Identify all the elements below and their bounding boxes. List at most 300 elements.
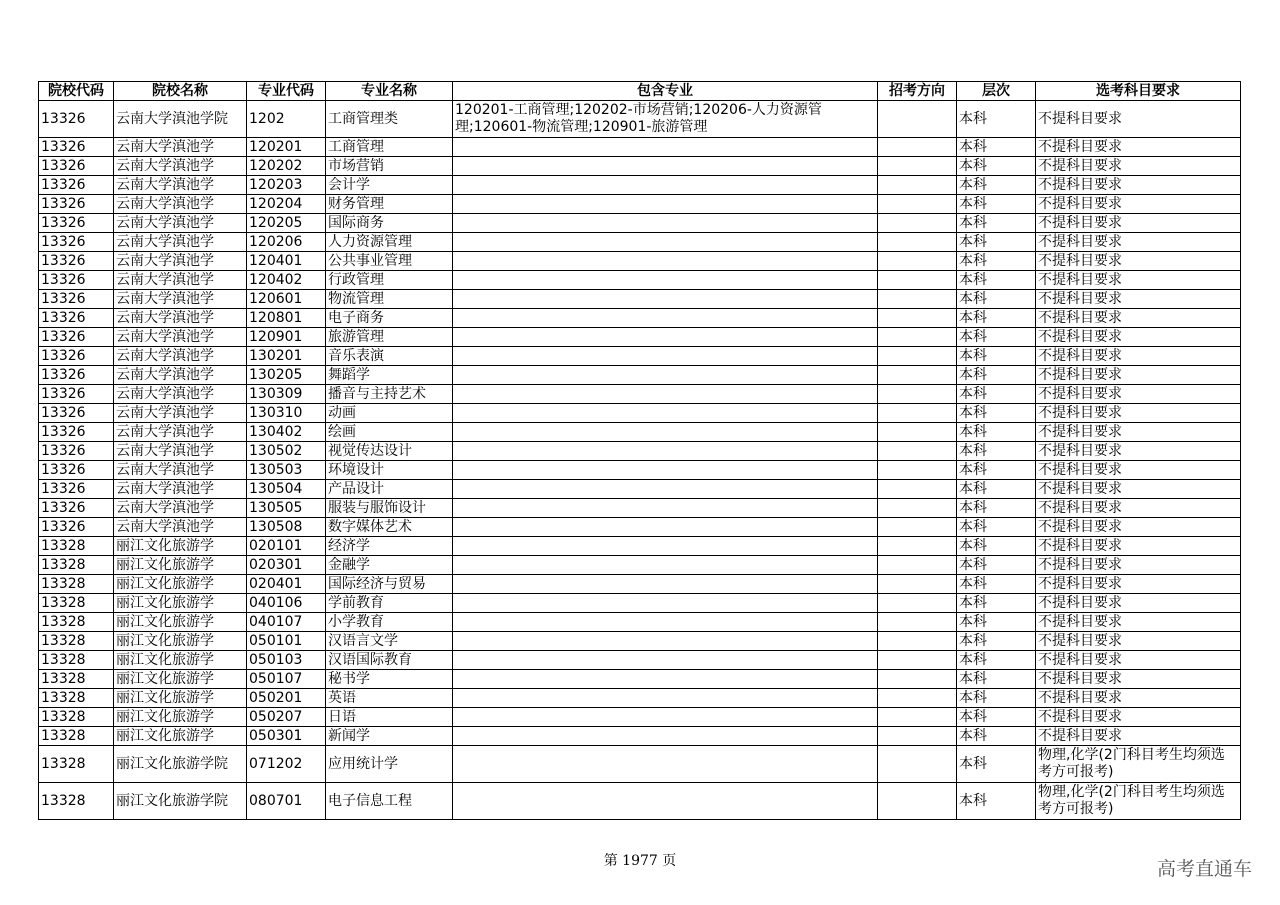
major-name-cell: 动画 — [326, 404, 453, 423]
included-majors-cell — [453, 689, 878, 708]
header-school-name: 院校名称 — [114, 82, 247, 101]
major-name-cell: 应用统计学 — [326, 746, 453, 783]
direction-cell — [878, 480, 957, 499]
school-name-cell: 云南大学滇池学 — [114, 480, 247, 499]
school-name-cell: 丽江文化旅游学 — [114, 613, 247, 632]
school-code-cell: 13326 — [39, 214, 114, 233]
table-row — [39, 385, 1241, 404]
direction-cell — [878, 689, 957, 708]
school-name-cell: 云南大学滇池学 — [114, 157, 247, 176]
major-code-cell: 130505 — [247, 499, 326, 518]
major-code-cell: 050103 — [247, 651, 326, 670]
school-code-cell: 13328 — [39, 783, 114, 820]
level-cell: 本科 — [957, 651, 1036, 670]
subject-requirement-cell: 不提科目要求 — [1036, 423, 1241, 442]
school-code-cell: 13326 — [39, 347, 114, 366]
major-code-cell: 120801 — [247, 309, 326, 328]
major-name-cell: 环境设计 — [326, 461, 453, 480]
included-majors-cell — [453, 309, 878, 328]
level-cell: 本科 — [957, 138, 1036, 157]
level-cell: 本科 — [957, 746, 1036, 783]
level-cell: 本科 — [957, 328, 1036, 347]
major-code-cell: 130201 — [247, 347, 326, 366]
major-code-cell: 120601 — [247, 290, 326, 309]
major-name-cell: 秘书学 — [326, 670, 453, 689]
school-code-cell: 13328 — [39, 613, 114, 632]
school-name-cell: 云南大学滇池学 — [114, 195, 247, 214]
included-majors-cell — [453, 613, 878, 632]
subject-requirement-cell: 不提科目要求 — [1036, 556, 1241, 575]
direction-cell — [878, 138, 957, 157]
major-code-cell: 120201 — [247, 138, 326, 157]
subject-requirement-cell: 不提科目要求 — [1036, 252, 1241, 271]
major-name-cell: 行政管理 — [326, 271, 453, 290]
major-name-cell: 金融学 — [326, 556, 453, 575]
level-cell: 本科 — [957, 594, 1036, 613]
subject-requirement-cell: 不提科目要求 — [1036, 518, 1241, 537]
school-name-cell: 云南大学滇池学 — [114, 138, 247, 157]
header-major-code: 专业代码 — [247, 82, 326, 101]
major-name-cell: 工商管理 — [326, 138, 453, 157]
major-name-cell: 电子商务 — [326, 309, 453, 328]
school-code-cell: 13326 — [39, 423, 114, 442]
table-row — [39, 309, 1241, 328]
major-name-cell: 会计学 — [326, 176, 453, 195]
level-cell: 本科 — [957, 271, 1036, 290]
direction-cell — [878, 575, 957, 594]
included-majors-cell — [453, 366, 878, 385]
major-code-cell: 130503 — [247, 461, 326, 480]
school-name-cell: 丽江文化旅游学 — [114, 594, 247, 613]
direction-cell — [878, 233, 957, 252]
school-name-cell: 云南大学滇池学 — [114, 328, 247, 347]
school-code-cell: 13326 — [39, 290, 114, 309]
table-row — [39, 556, 1241, 575]
direction-cell — [878, 499, 957, 518]
table-row — [39, 404, 1241, 423]
level-cell: 本科 — [957, 518, 1036, 537]
major-name-cell: 财务管理 — [326, 195, 453, 214]
school-name-cell: 云南大学滇池学 — [114, 214, 247, 233]
school-name-cell: 丽江文化旅游学院 — [114, 746, 247, 783]
school-code-cell: 13326 — [39, 138, 114, 157]
included-majors-cell — [453, 328, 878, 347]
subject-requirement-cell: 不提科目要求 — [1036, 651, 1241, 670]
table-row — [39, 442, 1241, 461]
subject-requirement-cell: 不提科目要求 — [1036, 101, 1241, 138]
major-code-cell: 130205 — [247, 366, 326, 385]
school-code-cell: 13328 — [39, 689, 114, 708]
major-code-cell: 020401 — [247, 575, 326, 594]
admission-table — [38, 81, 1241, 820]
level-cell: 本科 — [957, 195, 1036, 214]
table-row — [39, 157, 1241, 176]
major-code-cell: 130309 — [247, 385, 326, 404]
included-majors-cell — [453, 347, 878, 366]
subject-requirement-cell: 不提科目要求 — [1036, 461, 1241, 480]
subject-requirement-cell: 物理,化学(2门科目考生均须选考方可报考) — [1036, 746, 1241, 783]
direction-cell — [878, 783, 957, 820]
school-name-cell: 云南大学滇池学 — [114, 404, 247, 423]
subject-requirement-cell: 不提科目要求 — [1036, 271, 1241, 290]
major-code-cell: 020301 — [247, 556, 326, 575]
table-row — [39, 537, 1241, 556]
included-majors-cell — [453, 537, 878, 556]
major-name-cell: 国际商务 — [326, 214, 453, 233]
direction-cell — [878, 423, 957, 442]
major-code-cell: 050201 — [247, 689, 326, 708]
school-name-cell: 云南大学滇池学院 — [114, 101, 247, 138]
watermark: 高考直通车 — [1156, 858, 1252, 880]
table-row — [39, 783, 1241, 820]
subject-requirement-cell: 不提科目要求 — [1036, 366, 1241, 385]
level-cell: 本科 — [957, 233, 1036, 252]
school-code-cell: 13326 — [39, 404, 114, 423]
school-code-cell: 13326 — [39, 480, 114, 499]
direction-cell — [878, 461, 957, 480]
school-code-cell: 13326 — [39, 101, 114, 138]
major-name-cell: 英语 — [326, 689, 453, 708]
school-name-cell: 云南大学滇池学 — [114, 176, 247, 195]
subject-requirement-cell: 不提科目要求 — [1036, 157, 1241, 176]
included-majors-cell — [453, 195, 878, 214]
school-code-cell: 13328 — [39, 537, 114, 556]
direction-cell — [878, 385, 957, 404]
level-cell: 本科 — [957, 689, 1036, 708]
major-code-cell: 120206 — [247, 233, 326, 252]
school-code-cell: 13328 — [39, 594, 114, 613]
school-code-cell: 13328 — [39, 575, 114, 594]
table-row — [39, 214, 1241, 233]
subject-requirement-cell: 不提科目要求 — [1036, 138, 1241, 157]
major-code-cell: 120205 — [247, 214, 326, 233]
major-name-cell: 日语 — [326, 708, 453, 727]
included-majors-cell — [453, 157, 878, 176]
major-code-cell: 120203 — [247, 176, 326, 195]
direction-cell — [878, 309, 957, 328]
major-code-cell: 050101 — [247, 632, 326, 651]
direction-cell — [878, 746, 957, 783]
school-code-cell: 13326 — [39, 157, 114, 176]
major-name-cell: 新闻学 — [326, 727, 453, 746]
level-cell: 本科 — [957, 347, 1036, 366]
included-majors-cell — [453, 670, 878, 689]
included-majors-cell — [453, 727, 878, 746]
direction-cell — [878, 101, 957, 138]
school-name-cell: 丽江文化旅游学 — [114, 670, 247, 689]
direction-cell — [878, 556, 957, 575]
table-row — [39, 366, 1241, 385]
subject-requirement-cell: 不提科目要求 — [1036, 594, 1241, 613]
major-name-cell: 音乐表演 — [326, 347, 453, 366]
included-majors-cell — [453, 138, 878, 157]
direction-cell — [878, 157, 957, 176]
school-name-cell: 云南大学滇池学 — [114, 518, 247, 537]
school-name-cell: 丽江文化旅游学 — [114, 727, 247, 746]
level-cell: 本科 — [957, 537, 1036, 556]
level-cell: 本科 — [957, 366, 1036, 385]
major-code-cell: 1202 — [247, 101, 326, 138]
major-code-cell: 120401 — [247, 252, 326, 271]
level-cell: 本科 — [957, 461, 1036, 480]
direction-cell — [878, 518, 957, 537]
subject-requirement-cell: 不提科目要求 — [1036, 499, 1241, 518]
school-code-cell: 13328 — [39, 651, 114, 670]
table-row — [39, 727, 1241, 746]
level-cell: 本科 — [957, 214, 1036, 233]
level-cell: 本科 — [957, 309, 1036, 328]
level-cell: 本科 — [957, 157, 1036, 176]
school-name-cell: 云南大学滇池学 — [114, 271, 247, 290]
major-name-cell: 产品设计 — [326, 480, 453, 499]
major-name-cell: 电子信息工程 — [326, 783, 453, 820]
subject-requirement-cell: 不提科目要求 — [1036, 670, 1241, 689]
header-subject-requirement: 选考科目要求 — [1036, 82, 1241, 101]
subject-requirement-cell: 不提科目要求 — [1036, 575, 1241, 594]
major-name-cell: 汉语国际教育 — [326, 651, 453, 670]
table-row — [39, 670, 1241, 689]
table-row — [39, 594, 1241, 613]
table-row — [39, 575, 1241, 594]
direction-cell — [878, 708, 957, 727]
major-code-cell: 130504 — [247, 480, 326, 499]
table-row — [39, 480, 1241, 499]
school-name-cell: 云南大学滇池学 — [114, 252, 247, 271]
school-code-cell: 13328 — [39, 746, 114, 783]
major-code-cell: 130508 — [247, 518, 326, 537]
subject-requirement-cell: 不提科目要求 — [1036, 233, 1241, 252]
school-name-cell: 丽江文化旅游学 — [114, 708, 247, 727]
subject-requirement-cell: 不提科目要求 — [1036, 176, 1241, 195]
major-name-cell: 旅游管理 — [326, 328, 453, 347]
direction-cell — [878, 176, 957, 195]
subject-requirement-cell: 不提科目要求 — [1036, 613, 1241, 632]
major-name-cell: 学前教育 — [326, 594, 453, 613]
level-cell: 本科 — [957, 783, 1036, 820]
included-majors-cell — [453, 385, 878, 404]
table-row — [39, 101, 1241, 138]
included-majors-cell — [453, 708, 878, 727]
header-school-code: 院校代码 — [39, 82, 114, 101]
subject-requirement-cell: 不提科目要求 — [1036, 214, 1241, 233]
school-code-cell: 13326 — [39, 328, 114, 347]
major-code-cell: 040106 — [247, 594, 326, 613]
direction-cell — [878, 727, 957, 746]
included-majors-cell: 120201-工商管理;120202-市场营销;120206-人力资源管理;120601-物流管理;120901-旅游管理 — [453, 101, 878, 138]
direction-cell — [878, 214, 957, 233]
major-name-cell: 视觉传达设计 — [326, 442, 453, 461]
major-name-cell: 国际经济与贸易 — [326, 575, 453, 594]
included-majors-cell — [453, 442, 878, 461]
major-code-cell: 130402 — [247, 423, 326, 442]
direction-cell — [878, 632, 957, 651]
direction-cell — [878, 366, 957, 385]
level-cell: 本科 — [957, 632, 1036, 651]
table-row — [39, 746, 1241, 783]
school-name-cell: 丽江文化旅游学 — [114, 575, 247, 594]
subject-requirement-cell: 不提科目要求 — [1036, 632, 1241, 651]
subject-requirement-cell: 不提科目要求 — [1036, 480, 1241, 499]
included-majors-cell — [453, 480, 878, 499]
school-name-cell: 云南大学滇池学 — [114, 309, 247, 328]
major-code-cell: 050301 — [247, 727, 326, 746]
school-name-cell: 丽江文化旅游学 — [114, 651, 247, 670]
included-majors-cell — [453, 594, 878, 613]
level-cell: 本科 — [957, 101, 1036, 138]
major-code-cell: 130310 — [247, 404, 326, 423]
table-row — [39, 290, 1241, 309]
school-name-cell: 云南大学滇池学 — [114, 461, 247, 480]
table-row — [39, 138, 1241, 157]
table-row — [39, 423, 1241, 442]
subject-requirement-cell: 不提科目要求 — [1036, 309, 1241, 328]
included-majors-cell — [453, 556, 878, 575]
subject-requirement-cell: 不提科目要求 — [1036, 290, 1241, 309]
school-code-cell: 13326 — [39, 271, 114, 290]
level-cell: 本科 — [957, 575, 1036, 594]
school-name-cell: 丽江文化旅游学 — [114, 537, 247, 556]
table-row — [39, 176, 1241, 195]
included-majors-cell — [453, 271, 878, 290]
subject-requirement-cell: 不提科目要求 — [1036, 727, 1241, 746]
direction-cell — [878, 271, 957, 290]
school-name-cell: 云南大学滇池学 — [114, 347, 247, 366]
major-name-cell: 工商管理类 — [326, 101, 453, 138]
major-name-cell: 经济学 — [326, 537, 453, 556]
major-code-cell: 040107 — [247, 613, 326, 632]
level-cell: 本科 — [957, 176, 1036, 195]
table-row — [39, 195, 1241, 214]
major-name-cell: 服装与服饰设计 — [326, 499, 453, 518]
school-code-cell: 13326 — [39, 233, 114, 252]
school-code-cell: 13326 — [39, 366, 114, 385]
included-majors-cell — [453, 404, 878, 423]
school-name-cell: 丽江文化旅游学 — [114, 556, 247, 575]
school-code-cell: 13328 — [39, 670, 114, 689]
school-name-cell: 云南大学滇池学 — [114, 423, 247, 442]
included-majors-cell — [453, 252, 878, 271]
header-level: 层次 — [957, 82, 1036, 101]
included-majors-cell — [453, 214, 878, 233]
direction-cell — [878, 252, 957, 271]
direction-cell — [878, 670, 957, 689]
level-cell: 本科 — [957, 499, 1036, 518]
table-row — [39, 252, 1241, 271]
school-name-cell: 云南大学滇池学 — [114, 385, 247, 404]
subject-requirement-cell: 不提科目要求 — [1036, 195, 1241, 214]
direction-cell — [878, 290, 957, 309]
school-code-cell: 13326 — [39, 176, 114, 195]
table-row — [39, 271, 1241, 290]
school-name-cell: 丽江文化旅游学 — [114, 632, 247, 651]
table-body — [39, 101, 1241, 820]
level-cell: 本科 — [957, 727, 1036, 746]
table-row — [39, 461, 1241, 480]
school-code-cell: 13326 — [39, 518, 114, 537]
school-code-cell: 13328 — [39, 556, 114, 575]
school-name-cell: 丽江文化旅游学 — [114, 689, 247, 708]
major-name-cell: 小学教育 — [326, 613, 453, 632]
direction-cell — [878, 328, 957, 347]
direction-cell — [878, 442, 957, 461]
included-majors-cell — [453, 783, 878, 820]
included-majors-cell — [453, 632, 878, 651]
school-name-cell: 丽江文化旅游学院 — [114, 783, 247, 820]
subject-requirement-cell: 不提科目要求 — [1036, 537, 1241, 556]
table-row — [39, 347, 1241, 366]
included-majors-cell — [453, 176, 878, 195]
level-cell: 本科 — [957, 385, 1036, 404]
table-row — [39, 499, 1241, 518]
included-majors-cell — [453, 518, 878, 537]
subject-requirement-cell: 不提科目要求 — [1036, 347, 1241, 366]
subject-requirement-cell: 不提科目要求 — [1036, 708, 1241, 727]
table-row — [39, 233, 1241, 252]
level-cell: 本科 — [957, 442, 1036, 461]
level-cell: 本科 — [957, 252, 1036, 271]
major-code-cell: 050207 — [247, 708, 326, 727]
major-code-cell: 120204 — [247, 195, 326, 214]
included-majors-cell — [453, 233, 878, 252]
school-code-cell: 13326 — [39, 385, 114, 404]
level-cell: 本科 — [957, 480, 1036, 499]
major-code-cell: 120202 — [247, 157, 326, 176]
school-code-cell: 13326 — [39, 442, 114, 461]
major-name-cell: 人力资源管理 — [326, 233, 453, 252]
direction-cell — [878, 347, 957, 366]
table-row — [39, 708, 1241, 727]
direction-cell — [878, 404, 957, 423]
major-code-cell: 120402 — [247, 271, 326, 290]
school-name-cell: 云南大学滇池学 — [114, 233, 247, 252]
direction-cell — [878, 594, 957, 613]
included-majors-cell — [453, 746, 878, 783]
table-row — [39, 518, 1241, 537]
major-name-cell: 汉语言文学 — [326, 632, 453, 651]
subject-requirement-cell: 不提科目要求 — [1036, 689, 1241, 708]
major-code-cell: 020101 — [247, 537, 326, 556]
major-name-cell: 物流管理 — [326, 290, 453, 309]
subject-requirement-cell: 物理,化学(2门科目考生均须选考方可报考) — [1036, 783, 1241, 820]
school-name-cell: 云南大学滇池学 — [114, 499, 247, 518]
header-included-majors: 包含专业 — [453, 82, 878, 101]
header-direction: 招考方向 — [878, 82, 957, 101]
table-row — [39, 613, 1241, 632]
school-code-cell: 13326 — [39, 461, 114, 480]
level-cell: 本科 — [957, 613, 1036, 632]
included-majors-cell — [453, 575, 878, 594]
included-majors-cell — [453, 651, 878, 670]
school-name-cell: 云南大学滇池学 — [114, 442, 247, 461]
included-majors-cell — [453, 499, 878, 518]
table-row — [39, 689, 1241, 708]
major-code-cell: 050107 — [247, 670, 326, 689]
major-name-cell: 播音与主持艺术 — [326, 385, 453, 404]
major-name-cell: 绘画 — [326, 423, 453, 442]
level-cell: 本科 — [957, 404, 1036, 423]
major-name-cell: 数字媒体艺术 — [326, 518, 453, 537]
direction-cell — [878, 651, 957, 670]
table-row — [39, 632, 1241, 651]
major-code-cell: 080701 — [247, 783, 326, 820]
school-code-cell: 13328 — [39, 708, 114, 727]
header-row — [39, 82, 1241, 101]
school-code-cell: 13326 — [39, 309, 114, 328]
subject-requirement-cell: 不提科目要求 — [1036, 328, 1241, 347]
school-code-cell: 13326 — [39, 499, 114, 518]
direction-cell — [878, 195, 957, 214]
major-code-cell: 120901 — [247, 328, 326, 347]
